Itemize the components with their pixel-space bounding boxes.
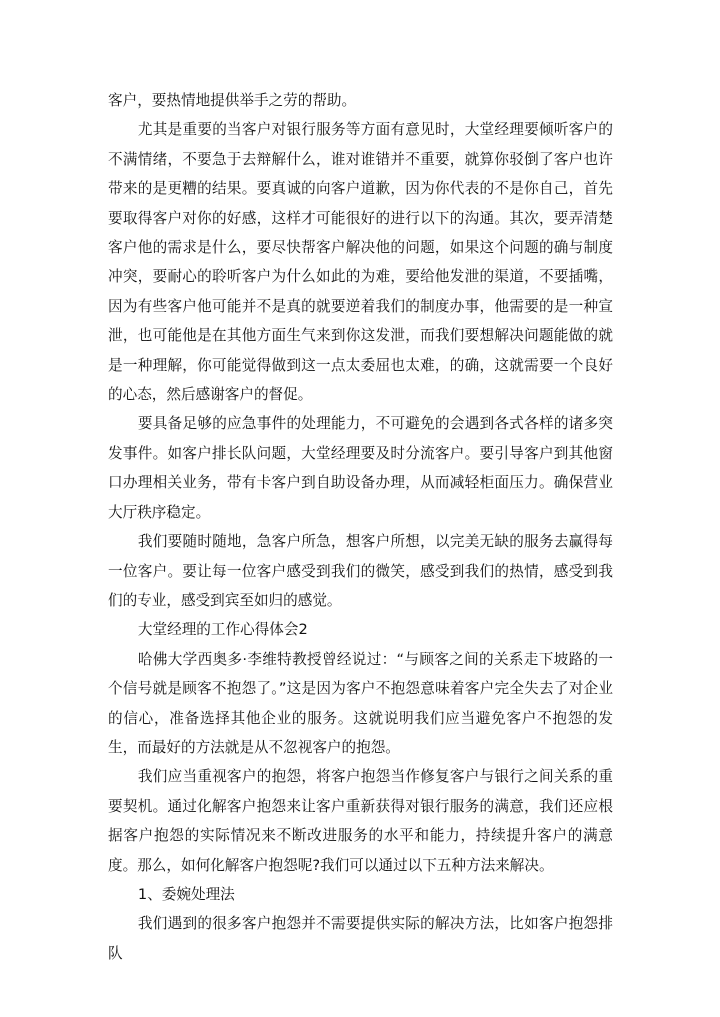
paragraph-continuation: 客户，要热情地提供举手之劳的帮助。 — [108, 92, 357, 109]
paragraph-harvard-quote: 哈佛大学西奥多·李维特教授曾经说过：“与顾客之间的关系走下坡路的一个信号就是顾客不抱怨了。”这是因为客户不抱怨意味着客户完全失去了对企业的信心，准备选择其他企业的服务。这就说明我们应当避免客户不抱怨的发生，而最好的方法就是从不忽视客户的抱怨。 — [108, 650, 613, 756]
document-body — [108, 86, 613, 968]
paragraph-emergency-handling: 要具备足够的应急事件的处理能力，不可避免的会遇到各式各样的诸多突发事件。如客户排长队问题，大堂经理要及时分流客户。要引导客户到其他窗口办理相关业务，带有卡客户到自助设备办理，从而减轻柜面压力。确保营业大厅秩序稳定。 — [108, 415, 613, 521]
paragraph-method-1-intro: 我们遇到的很多客户抱怨并不需要提供实际的解决方法，比如客户抱怨排队 — [108, 915, 613, 962]
section-heading-method-1: 1、委婉处理法 — [137, 885, 235, 903]
section-heading-experience-2: 大堂经理的工作心得体会2 — [137, 621, 308, 639]
paragraph-value-complaints: 我们应当重视客户的抱怨，将客户抱怨当作修复客户与银行之间关系的重要契机。通过化解客户抱怨来让客户重新获得对银行服务的满意，我们还应根据客户抱怨的实际情况来不断改进服务的水平和能力，持续提升客户的满意度。那么，如何化解客户抱怨呢?我们可以通过以下五种方法来解决。 — [108, 768, 613, 874]
paragraph-handling-complaints: 尤其是重要的当客户对银行服务等方面有意见时，大堂经理要倾听客户的不满情绪，不要急于去辩解什么，谁对谁错并不重要，就算你驳倒了客户也许带来的是更糟的结果。要真诚的向客户道歉，因为你代表的不是你自己，首先要取得客户对你的好感，这样才可能很好的进行以下的沟通。其次，要弄清楚客户他的需求是什么，要尽快帮客户解决他的问题，如果这个问题的确与制度冲突，要耐心的聆听客户为什么如此的为难，要给他发泄的渠道，不要插嘴，因为有些客户他可能并不是真的就要逆着我们的制度办事，他需要的是一种宣泄，也可能他是在其他方面生气来到你这发泄，而我们要想解决问题能做的就是一种理解，你可能觉得做到这一点太委屈也太难，的确，这就需要一个良好的心态，然后感谢客户的督促。 — [108, 121, 613, 404]
paragraph-customer-service: 我们要随时随地，急客户所急，想客户所想，以完美无缺的服务去赢得每一位客户。要让每一位客户感受到我们的微笑，感受到我们的热情，感受到我们的专业，感受到宾至如归的感觉。 — [108, 533, 613, 609]
